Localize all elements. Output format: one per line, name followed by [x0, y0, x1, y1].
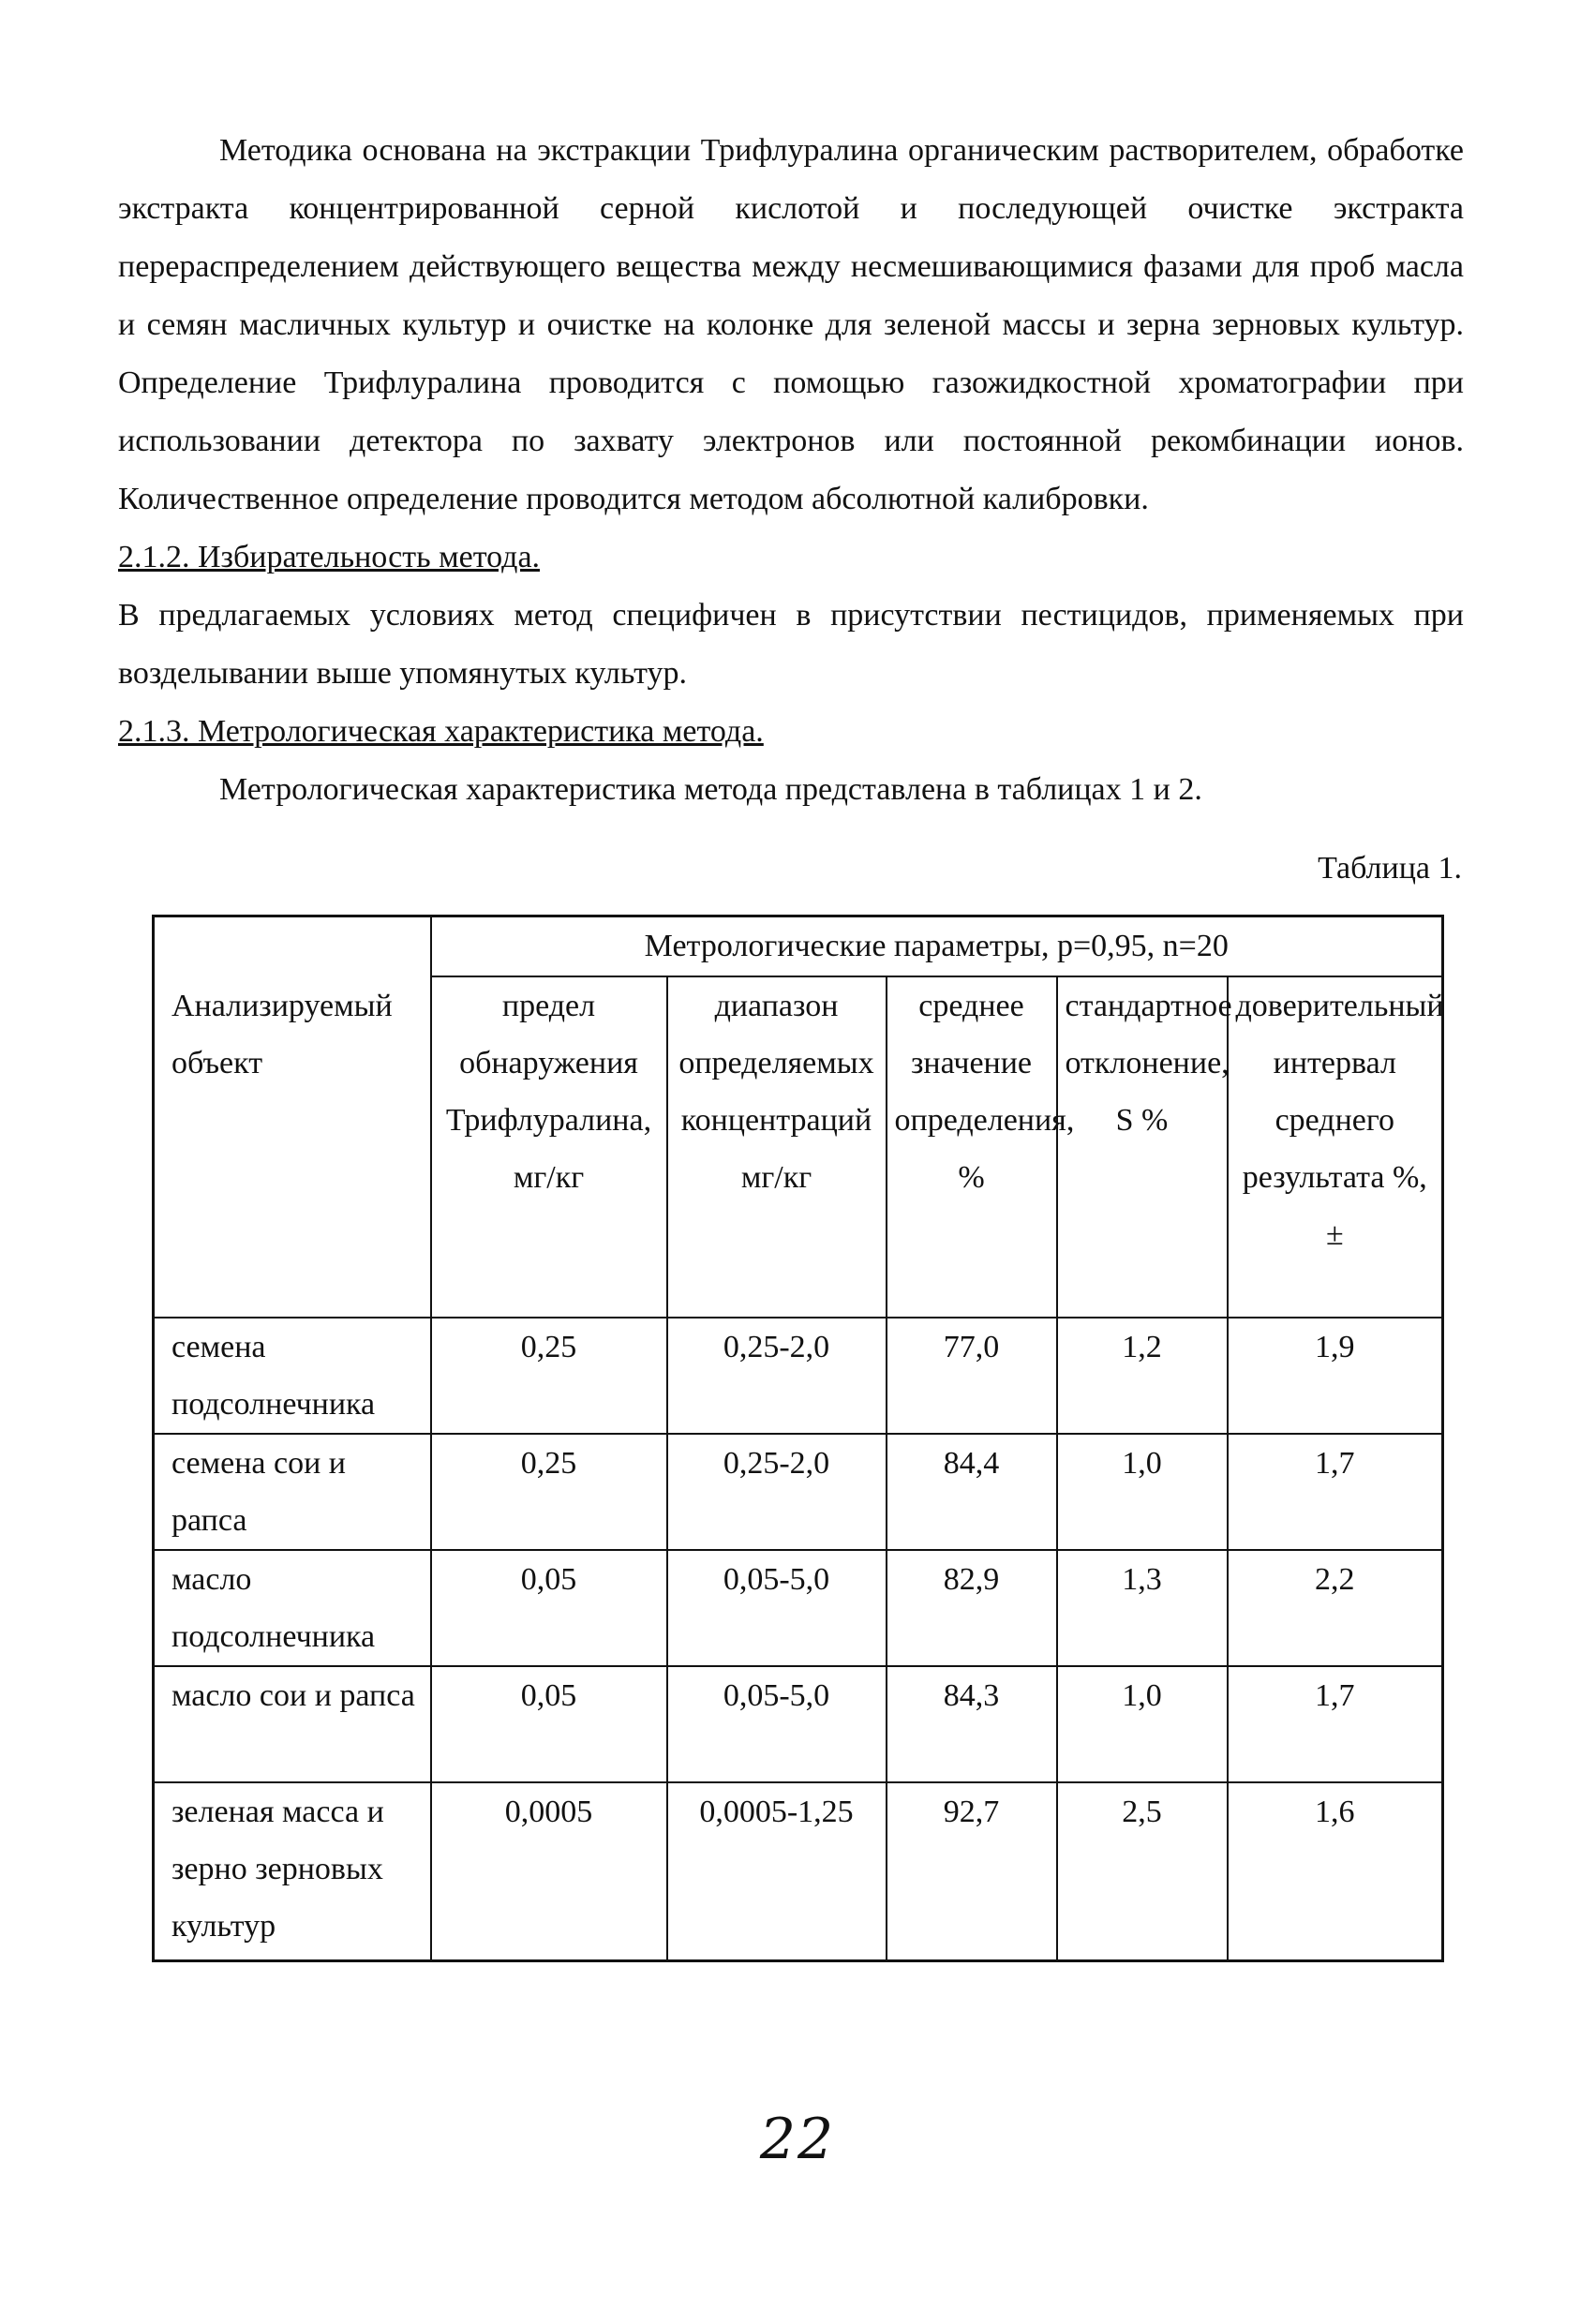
table-row: [154, 1782, 1443, 1960]
cell-detection-limit: 0,05: [431, 1550, 667, 1666]
object-column-header: Анализируемый объект: [154, 916, 431, 1318]
page-number: 22: [759, 2107, 836, 2172]
table-row: [154, 1550, 1443, 1666]
cell-detection-limit: 0,25: [431, 1434, 667, 1550]
cell-range: 0,05-5,0: [667, 1666, 887, 1782]
cell-mean: 84,3: [887, 1666, 1057, 1782]
row-object: масло сои и рапса: [154, 1666, 431, 1782]
row-object: семена подсолнечника: [154, 1318, 431, 1434]
row-object: семена сои и рапса: [154, 1434, 431, 1550]
table-caption: Таблица 1.: [1318, 851, 1462, 886]
cell-confidence: 1,7: [1228, 1434, 1443, 1550]
cell-confidence: 2,2: [1228, 1550, 1443, 1666]
group-header: Метрологические параметры, р=0,95, n=20: [431, 916, 1443, 976]
column-header-confidence: доверительный интервал среднего результата %, ±: [1228, 976, 1443, 1318]
cell-confidence: 1,9: [1228, 1318, 1443, 1434]
column-header-mean: среднее значение определения, %: [887, 976, 1057, 1318]
table-row: [154, 1666, 1443, 1782]
cell-std-dev: 2,5: [1057, 1782, 1228, 1960]
cell-range: 0,25-2,0: [667, 1434, 887, 1550]
cell-mean: 82,9: [887, 1550, 1057, 1666]
cell-std-dev: 1,0: [1057, 1434, 1228, 1550]
section-213-heading: 2.1.3. Метрологическая характеристика метода.: [118, 714, 764, 749]
column-header-range: диапазон определяемых концентраций мг/кг: [667, 976, 887, 1318]
cell-range: 0,25-2,0: [667, 1318, 887, 1434]
cell-detection-limit: 0,25: [431, 1318, 667, 1434]
cell-std-dev: 1,2: [1057, 1318, 1228, 1434]
cell-mean: 84,4: [887, 1434, 1057, 1550]
cell-detection-limit: 0,05: [431, 1666, 667, 1782]
section-212-text: В предлагаемых условиях метод специфичен в присутствии пестицидов, применяемых при возделывании выше упомянутых культур.: [118, 598, 1464, 691]
cell-confidence: 1,7: [1228, 1666, 1443, 1782]
row-object: зеленая масса и зерно зерновых культур: [154, 1782, 431, 1960]
table-row: [154, 1318, 1443, 1434]
cell-std-dev: 1,3: [1057, 1550, 1228, 1666]
cell-range: 0,0005-1,25: [667, 1782, 887, 1960]
table-header-row-top: [154, 916, 1443, 976]
table-row: [154, 1434, 1443, 1550]
cell-confidence: 1,6: [1228, 1782, 1443, 1960]
cell-std-dev: 1,0: [1057, 1666, 1228, 1782]
column-header-detection-limit: предел обнаружения Трифлуралина, мг/кг: [431, 976, 667, 1318]
metrology-table: [152, 915, 1444, 1962]
cell-range: 0,05-5,0: [667, 1550, 887, 1666]
row-object: масло подсолнечника: [154, 1550, 431, 1666]
cell-mean: 77,0: [887, 1318, 1057, 1434]
cell-mean: 92,7: [887, 1782, 1057, 1960]
intro-paragraph: Методика основана на экстракции Трифлуралина органическим растворителем, обработке экстракта концентрированной серной кислотой и последующей очистке экстракта перераспределением действующего вещества между несмешивающимися фазами для проб масла и семян масличных культур и очистке на колонке для зеленой массы и зерна зерновых культур. Определение Трифлуралина проводится с помощью газожидкостной хроматографии при использовании детектора по захвату электронов или постоянной рекомбинации ионов. Количественное определение проводится методом абсолютной калибровки.: [118, 133, 1464, 516]
section-212-heading: 2.1.2. Избирательность метода.: [118, 540, 541, 574]
column-header-std-dev: стандартное отклонение, S %: [1057, 976, 1228, 1318]
cell-detection-limit: 0,0005: [431, 1782, 667, 1960]
section-213-text: Метрологическая характеристика метода представлена в таблицах 1 и 2.: [219, 772, 1202, 807]
